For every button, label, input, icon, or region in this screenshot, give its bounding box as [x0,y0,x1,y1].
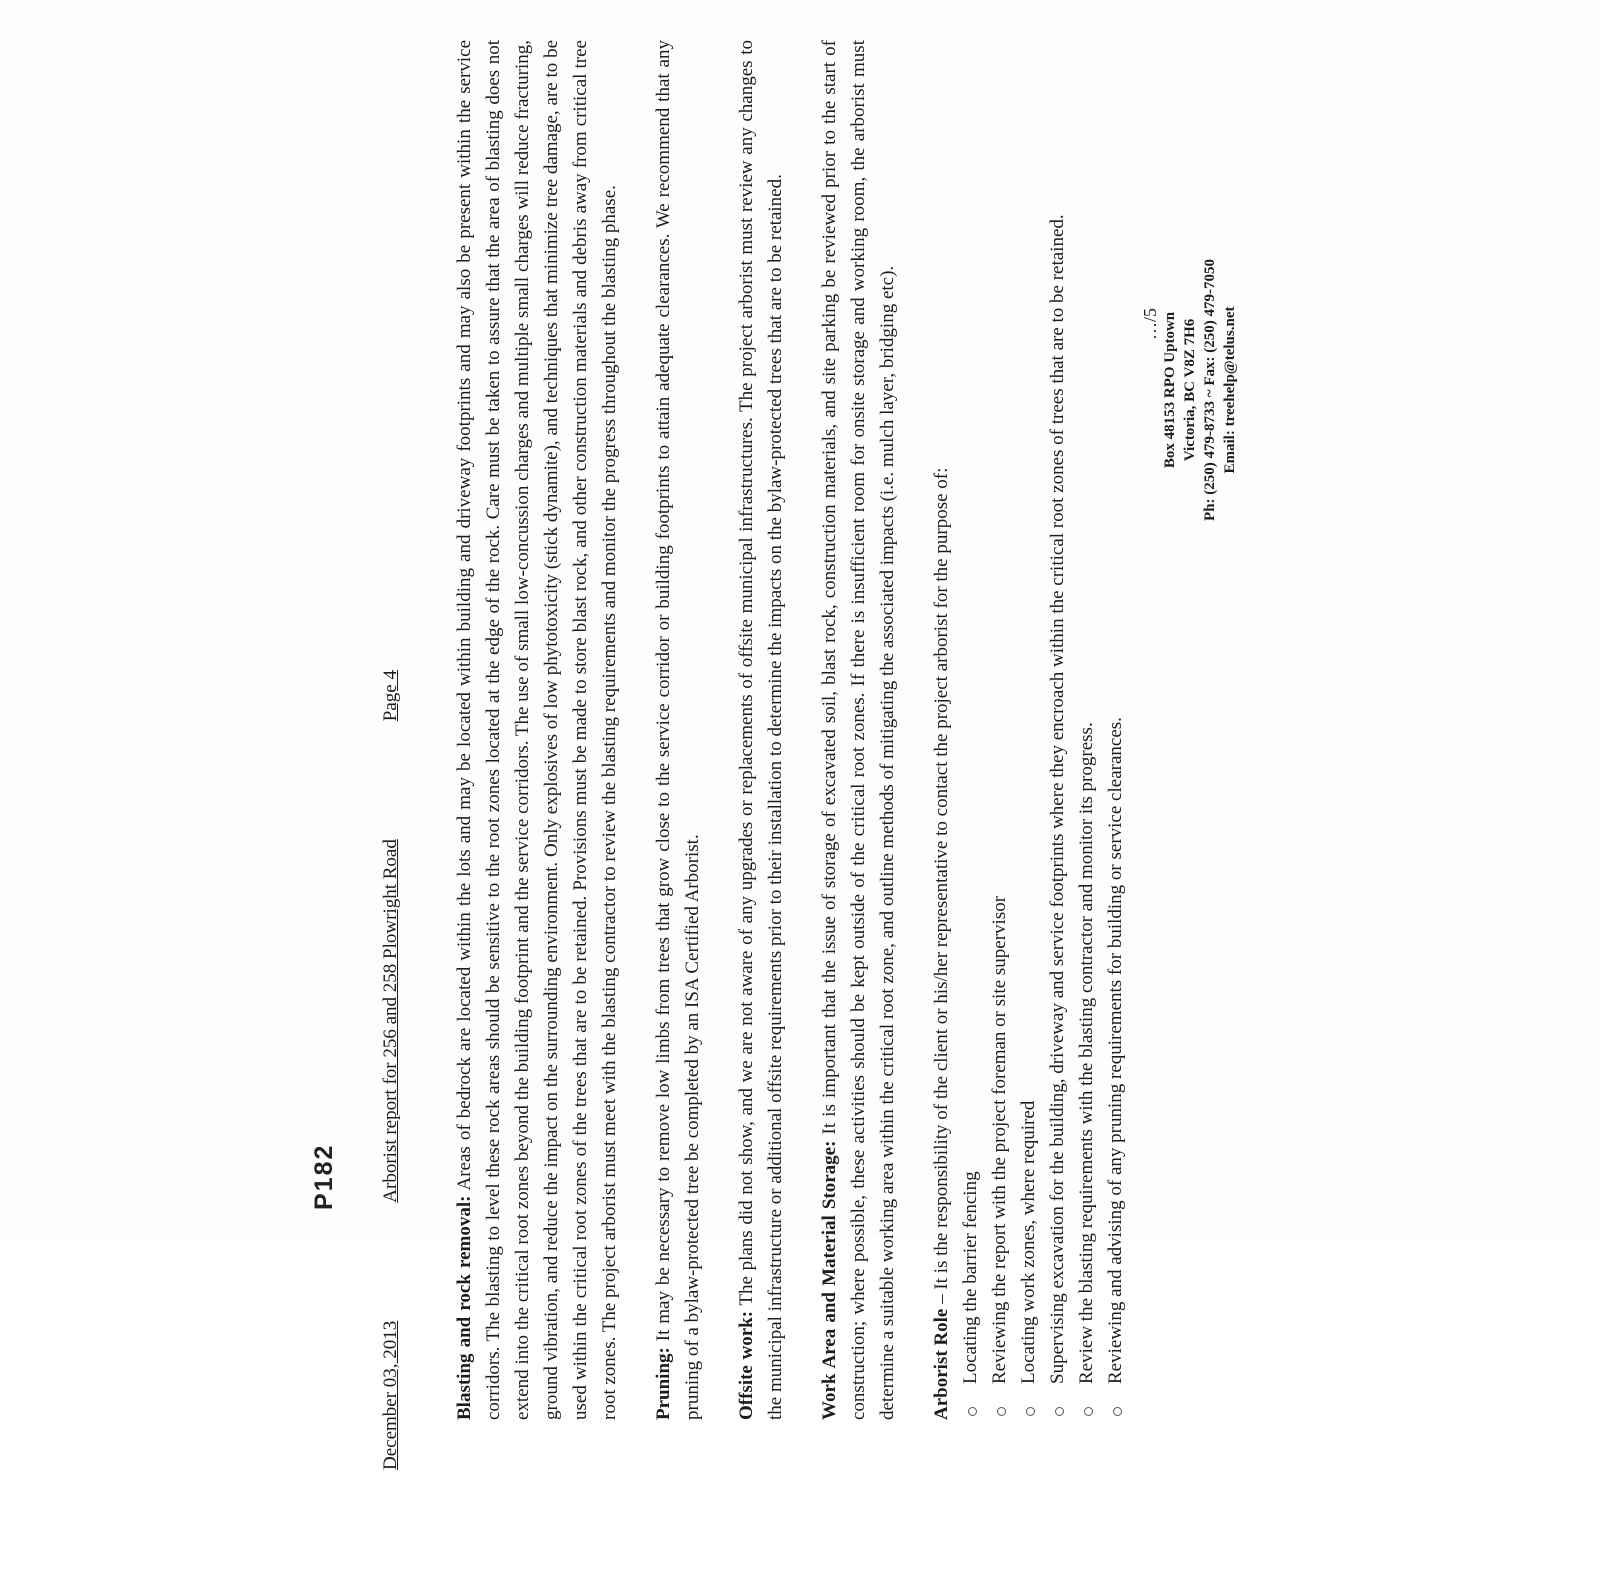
page-code: P182 [310,1143,338,1210]
header-date: December 03, 2013 [380,1320,401,1470]
paragraph-text: Areas of bedrock are located within the lots and may be located within building and driveway footprints and may also be present within the service corridors. The blasting to level these rock areas should be sensitive to the root zones located at the edge of the rock. Care must be taken to assure that the area of blasting does not extend into the critical root zones beyond the building footprint and the service corridors. The use of small low-concussion charges and multiple small charges will reduce fracturing, ground vibration, and reduce the impact on the surrounding environment. Only explosives of low phytotoxicity (stick dynamite), and techniques that minimize tree damage, are to be used within the critical root zones of the trees that are to be retained. Provisions must be made to store blast rock, and other construction materials and debris away from critical tree root zones. The project arborist must meet with the blasting contractor to review the blasting requirements and monitor the progress throughout the blasting phase. [454,39,620,1420]
paragraph-text: The plans did not show, and we are not aware of any upgrades or replacements of offsite municipal infrastructures. The project arborist must review any changes to the municipal infrastructure or additional offsite requirements prior to their installation to determine the impacts on the bylaw-protected trees that are to be retained. [736,40,786,1420]
arborist-role-list [956,40,1130,1420]
paragraph-text: – It is the responsibility of the client or his/her representative to contact the project arborist for the purpose of: [931,467,952,1309]
list-item: Supervising excavation for the building, driveway and service footprints where they encroach within the critical root zones of trees that are to be retained. [1043,40,1072,1392]
paragraph-offsite-work [732,40,790,1420]
header-title: Arborist report for 256 and 258 Plowright Road [380,839,401,1203]
page-header [380,670,402,1470]
document-body [450,40,1155,1420]
paragraph-text: It may be necessary to remove low limbs from trees that grow close to the service corridor or building footprints to attain adequate clearances. We recommend that any pruning of a bylaw-protected tree be completed by an ISA Certified Arborist. [653,40,703,1420]
footer-address-line: Box 48153 RPO Uptown [1162,311,1178,469]
footer-phone-line: Ph: (250) 479-8733 ~ Fax: (250) 479-7050 [1202,259,1218,521]
paragraph-blasting [450,40,624,1420]
list-item: Locating the barrier fencing [956,40,985,1392]
paragraph-heading: Pruning: [653,1347,674,1420]
header-page-number: Page 4 [380,670,401,722]
continued-marker: …/5 [1140,307,1160,340]
footer-city-line: Victoria, BC V8Z 7H6 [1182,318,1198,462]
paragraph-heading: Blasting and rock removal: [454,1195,475,1420]
page-footer [1160,240,1240,540]
paragraph-text: It is important that the issue of storage of excavated soil, blast rock, construction materials, and site parking be reviewed prior to the start of construction; where possible, these activities should be kept outside of the critical root zones. If there is insufficient room for onsite storage and working room, the arborist must determine a suitable working area within the critical root zone, and outline methods of mitigating the associated impacts (i.e. mulch layer, bridging etc). [819,40,898,1420]
paragraph-work-area [815,40,902,1420]
paragraph-heading: Offsite work: [736,1310,757,1420]
paragraph-pruning [649,40,707,1420]
list-item: Reviewing the report with the project foreman or site supervisor [985,40,1014,1392]
list-item: Review the blasting requirements with the blasting contractor and monitor its progress. [1072,40,1101,1392]
list-item: Locating work zones, where required [1014,40,1043,1392]
list-item: Reviewing and advising of any pruning requirements for building or service clearances. [1101,40,1130,1392]
paragraph-arborist-role [927,40,1130,1420]
rotated-document-page [310,0,1240,1580]
paragraph-heading: Arborist Role [931,1308,952,1420]
paragraph-heading: Work Area and Material Storage: [819,1140,840,1420]
footer-email-line: Email: treehelp@telus.net [1222,306,1238,474]
